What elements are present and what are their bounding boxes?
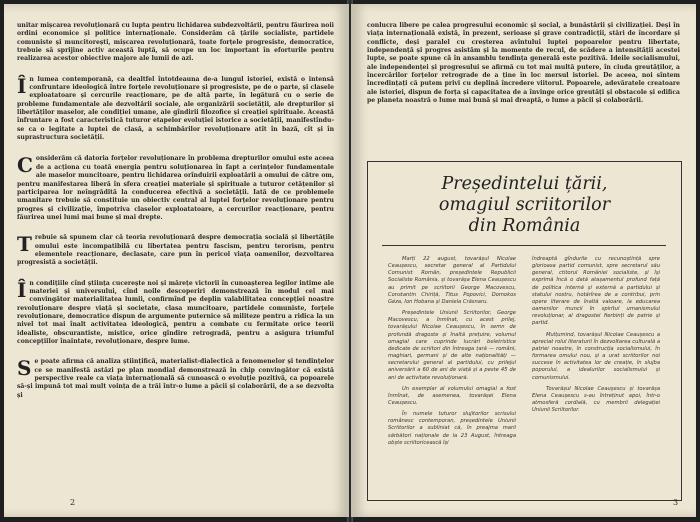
paragraph-block <box>17 73 334 143</box>
paragraph-block <box>17 277 334 347</box>
box-paragraph: În numele tuturor slujitorilor scrisului românesc contemporan, președintele Uniunii Scriitorilor a subliniat că, în preajma marii sărbători naționale de la 23 August, întreaga obște scriitoricească își <box>388 411 516 446</box>
omagiu-box <box>367 161 682 501</box>
right-page <box>351 4 696 517</box>
box-title-line: omagiul scriitorilor <box>438 195 611 215</box>
page-number: 2 <box>70 498 76 507</box>
title-divider <box>382 245 666 246</box>
drop-cap: C <box>17 153 33 178</box>
box-left-column <box>388 256 516 447</box>
drop-cap: Î <box>17 277 27 302</box>
paragraph: n lumea contemporană, ca dealtfel întotdeauna de-a lungul istoriei, există o intensă confruntare ideologică între forțele revoluționare și progresiste, pe de o parte, și clasele exploatatoare și cercurile reacționare, pe de altă parte, în legătură cu o serie de probleme fundamentale ale dezvoltării sociale, ale organizării societății, ale drepturilor și libertăților maselor, ale condiției umane, ale gîndirii filozofice și creației spirituale. Această înfruntare a fost caracteristică tuturor etapelor evoluției istorice a societății, manifestîndu-se ca o legitate a luptei de clasă, a schimbărilor revoluționare atît în bază, cît și în suprastructura societății. <box>17 75 334 142</box>
box-paragraph: Marți 22 august, tovarășul Nicolae Ceaușescu, secretar general al Partidului Comunist Român, președintele Republicii Socialiste România, și tovarășa Elena Ceaușescu au primit pe scriitorii George Macovescu, Constantin Chiriță, Titus Popovici, Domokos Géza, Ion Hobana și Daniela Crăsnaru. <box>388 256 516 305</box>
drop-cap: S <box>17 356 32 381</box>
drop-cap: T <box>17 232 32 257</box>
paragraph: onsiderăm că datoria forțelor revoluționare în problema drepturilor omului este aceea de a acționa cu toată energia pentru soluționarea în fapt a cerințelor fundamentale ale maselor muncitoare, pentru lichidarea orînduirii exploatării a omului de către om, pentru manifestarea liberă în sfera creației materiale și spirituale a tuturor cetățenilor și participarea lor neîngrădită la conducerea efectivă a societății. Iată de ce problemele umanitare trebuie să constituie un obiectiv central al luptei forțelor revoluționare pentru progres și civilizație, împotriva claselor exploatatoare, a cercurilor reacționare, pentru făurirea unei lumi mai bune și mai drepte. <box>17 155 334 221</box>
box-right-column <box>532 256 660 414</box>
paragraph: conlucra libere pe calea progresului economic și social, a bunăstării și civilizației. Deși în viața internațională există, în prezent, serioase și grave contradicții, stări de încordare și conflicte, deși paralel cu creșterea avîntului luptei popoarelor pentru libertate, independență și progres asistăm și la momente de recul, de scădere a intensității acestei lupte, se poate spune că în ansamblu tendința generală este pozitivă. Ideile socialismului, ale independenței și progresului se afirmă cu tot mai multă putere, în ciuda greutăților, a încercărilor forțelor retrograde de a ține în loc mersul istoriei. De aceea, noi sîntem încredințați că putem privi cu deplină încredere viitorul. Popoarele, adevăratele creatoare ale istoriei, dispun de forța și capacitatea de a învinge orice greutăți și obstacole și edifica pe planeta noastră o lume mai bună și mai dreaptă, o lume a păcii și colaborării. <box>367 22 680 105</box>
box-paragraph: Președintele Uniunii Scriitorilor, George Macovescu, a înmînat, cu acest prilej, tovarășului Nicolae Ceaușescu, în semn de profundă dragoste și înaltă prețuire, volumul omagial care cuprinde lucrări beletristice dedicate de scriitori din întreaga țară — români, maghiari, germani și de alte naționalități — secretarului general al partidului, cu prilejul aniversării a 60 de ani de viață și a peste 45 de ani de activitate revoluționară. <box>388 310 516 381</box>
page-number: 3 <box>673 498 679 507</box>
box-title-line: Președintelui țării, <box>441 174 608 194</box>
box-paragraph: Tovarășul Nicolae Ceaușescu și tovarășa Elena Ceaușescu s-au întreținut apoi, într-o atmosferă cordială, cu membrii delegației Uniunii Scriitorilor. <box>532 385 660 414</box>
paragraph: n condițiile cînd știința cucerește noi și mărețe victorii în cunoașterea legilor intime ale materiei și universului, cînd noile descoperiri demonstrează în modul cel mai convingător materialitatea lumii, confirmînd pe deplin valabilitatea concepției noastre revoluționare despre viață și societate, clasa muncitoare, partidele comuniste, forțele revoluționare, democratice dispun de argumente puternice să militeze pentru a ridica la un nivel tot mai înalt activitatea ideologică, pentru a combate cu fermitate orice teorii idealiste, obscurantiste, mistice, orice gîndire retrogradă, pentru a asigura triumful concepțiilor înaintate, revoluționare, despre lume. <box>17 279 334 345</box>
box-title <box>368 174 681 237</box>
left-page <box>4 4 349 517</box>
paragraph: e poate afirma că analiza științifică, materialist-dialectică a fenomenelor și tendințelor ce se manifestă astăzi pe plan mondial demonstrează în chip convingător că există perspective reale ca viața internațională să cunoască o evoluție pozitivă, ca popoarele să-și impună tot mai mult voința de a trăi într-o lume a păcii și colaborării, de a se dezvolta și <box>17 358 334 399</box>
paragraph-block <box>17 358 334 400</box>
box-paragraph: Un exemplar al volumului omagial a fost înmînat, de asemenea, tovarășei Elena Ceaușescu. <box>388 385 516 406</box>
left-text-column <box>17 22 334 400</box>
paragraph-block <box>17 155 334 222</box>
paragraph-block <box>17 234 334 267</box>
box-paragraph: Mulțumind, tovarășul Nicolae Ceaușescu a apreciat rolul literaturii în dezvoltarea culturală a patriei noastre, în construcția socialismului, în formarea omului nou, și a urat scriitorilor noi succese în activitatea lor de creație, în slujba poporului, a idealurilor socialismului și comunismului. <box>532 331 660 381</box>
drop-cap: Î <box>17 73 27 98</box>
right-text-column <box>367 22 680 105</box>
box-paragraph: îndreaptă gîndurile cu recunoștință spre glorioasa partid comunist, spre secretarul său general, ctitorul României socialiste, și își exprimă încă o dată atașamentul profund față de politica internă și externă a partidului și statului nostru, hotărîrea de a contribui, prin opere literare de înaltă valoare, la educarea oamenilor muncii în spiritul umanismului revoluționar, al dragostei fierbinți de patrie și partid. <box>532 256 660 327</box>
paragraph: unitar mișcarea revoluționară cu lupta pentru lichidarea subdezvoltării, pentru făurirea noii ordini economice și politice internaționale. Considerăm că țările socialiste, partidele comuniste și muncitorești, mișcarea revoluționară, toate forțele progresiste, democratice, trebuie să sprijine activ această luptă, să ocupe un loc important în eforturile pentru realizarea acestor obiective majore ale lumii de azi. <box>17 22 334 63</box>
box-title-line: din România <box>468 216 581 236</box>
paragraph: rebuie să spunem clar că teoria revoluționară despre democrația socială și libertățile omului este incompatibilă cu libertatea pentru fascism, pentru terorism, pentru elementele reacționare, declasate, care pun în pericol viața oamenilor, dezvoltarea progresistă a societății. <box>17 234 334 267</box>
